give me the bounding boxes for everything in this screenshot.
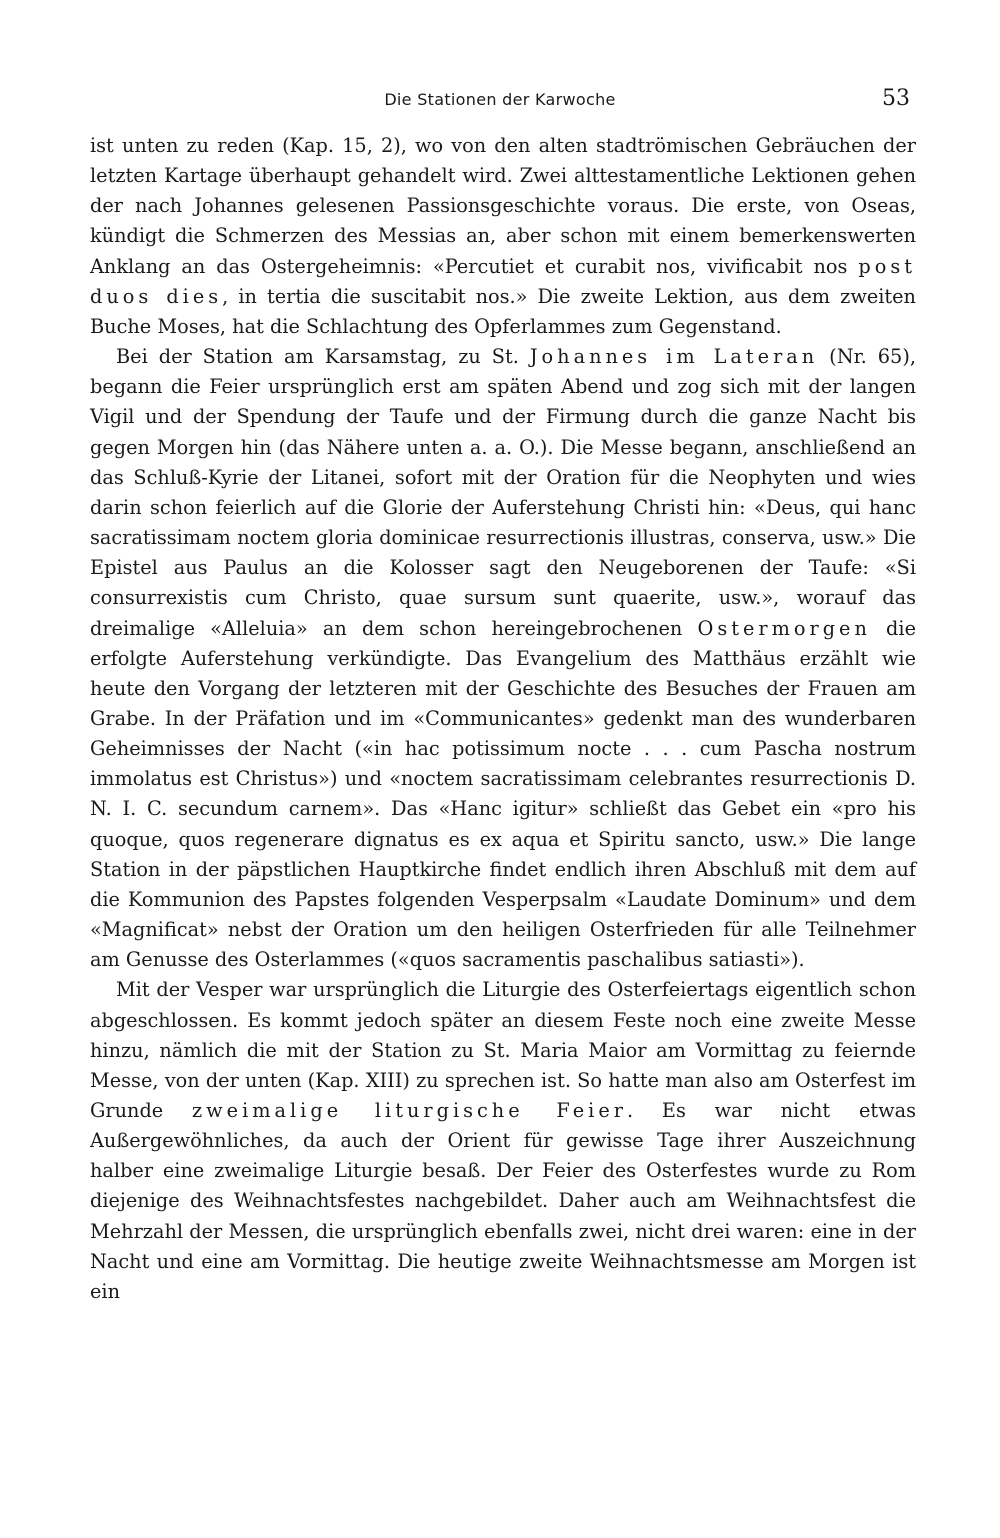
- text-run: (Nr. 65), begann die Feier ursprünglich erst am späten Abend und zog sich mit der langen Vigil und der Spendung der Taufe und der Firmung durch die ganze Nacht bis gegen Morgen hin (das Nähere unten a. a. O.). Die Messe begann, anschließend an das Schluß-Kyrie der Litanei, sofort mit der Oration für die Neophyten und wies darin schon feierlich auf die Glorie der Auferstehung Christi hin: «Deus, qui hanc sacratissimam noctem gloria dominicae resurrectionis illustras, conserva, usw.» Die Epistel aus Paulus an die Kolosser sagt den Neugeborenen der Taufe: «Si consurrexistis cum Christo, quae sursum sunt quaerite, usw.», worauf das dreimalige «Alleluia» an dem schon hereingebrochenen: [90, 345, 916, 640]
- text-run: Mit der Vesper war ursprünglich die Liturgie des Osterfeiertags eigentlich schon abgeschlossen. Es kommt jedoch später an diesem Feste noch eine zweite Messe hinzu, nämlich die mit der Station zu St. Maria Maior am Vormittag zu feiernde Messe, von der unten (Kap. XIII) zu sprechen ist. So hatte man also am Osterfest im Grunde: [90, 978, 916, 1122]
- spaced-emphasis: post duos dies: [90, 254, 916, 308]
- page-number: 53: [882, 86, 910, 111]
- body-text: [90, 131, 916, 1307]
- paragraph-3: [90, 975, 916, 1307]
- spaced-emphasis: Ostermorgen: [697, 616, 871, 640]
- text-run: , in tertia die suscitabit nos.» Die zweite Lektion, aus dem zweiten Buche Moses, hat die Schlachtung des Opferlammes zum Gegenstand.: [90, 284, 916, 338]
- text-run: . Es war nicht etwas Außergewöhnliches, da auch der Orient für gewisse Tage ihrer Auszeichnung halber eine zweimalige Liturgie besaß. Der Feier des Osterfestes wurde zu Rom diejenige des Weihnachtsfestes nachgebildet. Daher auch am Weihnachtsfest die Mehrzahl der Messen, die ursprünglich ebenfalls zwei, nicht drei waren: eine in der Nacht und eine am Vormittag. Die heutige zweite Weihnachtsmesse am Morgen ist ein: [90, 1099, 917, 1303]
- page-header: [90, 86, 910, 116]
- paragraph-1: [90, 131, 916, 342]
- running-title: Die Stationen der Karwoche: [384, 90, 616, 109]
- text-run: ist unten zu reden (Kap. 15, 2), wo von den alten stadtrömischen Gebräuchen der letzten Kartage überhaupt gehandelt wird. Zwei alttestamentliche Lektionen gehen der nach Johannes gelesenen Passionsgeschichte voraus. Die erste, von Oseas, kündigt die Schmerzen des Messias an, aber schon mit einem bemerkenswerten Anklang an das Ostergeheimnis: «Percutiet et curabit nos, vivificabit nos: [90, 134, 916, 278]
- paragraph-2: [90, 342, 916, 975]
- spaced-emphasis: zweimalige liturgische Feier: [192, 1099, 627, 1122]
- text-run: Bei der Station am Karsamstag, zu St.: [116, 345, 530, 369]
- spaced-emphasis: Johannes im Lateran: [529, 345, 819, 369]
- text-run: die erfolgte Auferstehung verkündigte. Das Evangelium des Matthäus erzählt wie heute den Vorgang der letzteren mit der Geschichte des Besuches der Frauen am Grabe. In der Präfation und im «Communicantes» gedenkt man des wunderbaren Geheimnisses der Nacht («in hac potissimum nocte . . . cum Pascha nostrum immolatus est Christus») und «noctem sacratissimam celebrantes resurrectionis D. N. I. C. secundum carnem». Das «Hanc igitur» schließt das Gebet ein «pro his quoque, quos regenerare dignatus es ex aqua et Spiritu sancto, usw.» Die lange Station in der päpstlichen Hauptkirche findet endlich ihren Abschluß mit dem auf die Kommunion des Papstes folgenden Vesperpsalm «Laudate Dominum» und dem «Magnificat» nebst der Oration um den heiligen Osterfrieden für alle Teilnehmer am Genusse des Osterlammes («quos sacramentis paschalibus satiasti»).: [90, 616, 916, 972]
